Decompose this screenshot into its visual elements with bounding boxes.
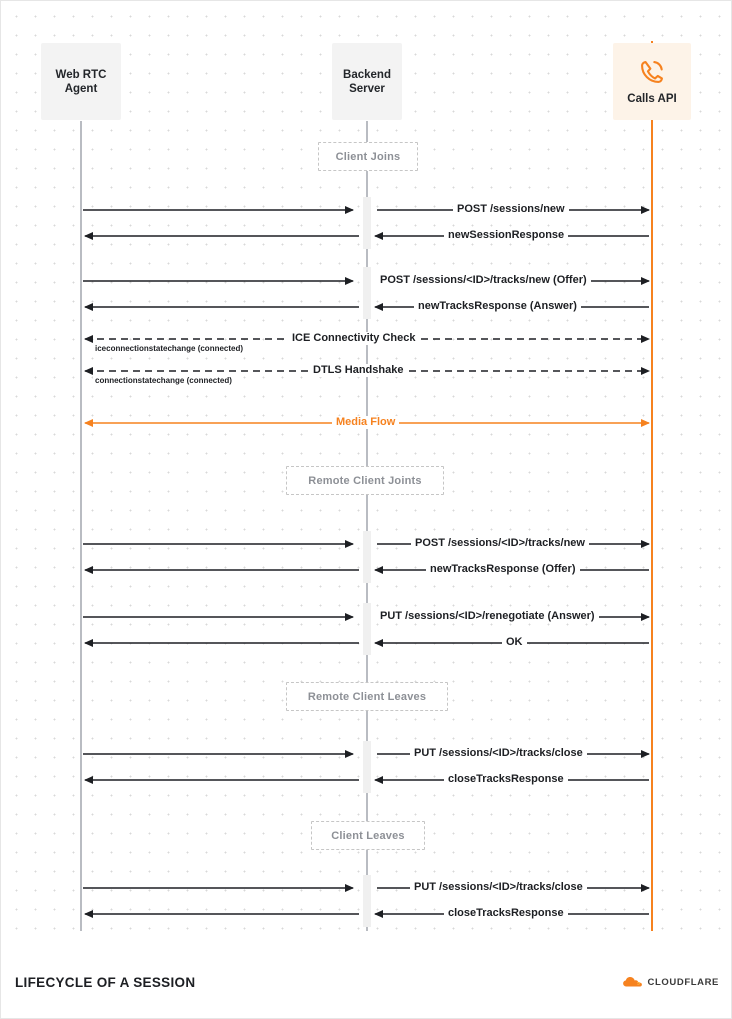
brand: [621, 976, 719, 989]
brand-text: CLOUDFLARE: [647, 977, 719, 988]
actor-label-line1: Calls API: [627, 92, 677, 105]
page-title: LIFECYCLE OF A SESSION: [15, 975, 196, 990]
message-label: POST /sessions/<ID>/tracks/new: [411, 537, 589, 550]
footer: [1, 946, 732, 1019]
message-label: PUT /sessions/<ID>/renegotiate (Answer): [376, 610, 599, 623]
actor-label-line1: Web RTC: [55, 68, 107, 81]
message-label: closeTracksResponse: [444, 907, 568, 920]
message-label: POST /sessions/new: [453, 203, 569, 216]
message-label: DTLS Handshake: [309, 364, 407, 377]
phase-label: Client Joins: [335, 150, 401, 163]
actor-label-line1: Backend: [343, 68, 391, 81]
message-label-media-flow: Media Flow: [332, 416, 399, 429]
message-label: PUT /sessions/<ID>/tracks/close: [410, 747, 587, 760]
message-label: ICE Connectivity Check: [288, 332, 419, 345]
message-label: closeTracksResponse: [444, 773, 568, 786]
arrow-layer: [1, 1, 732, 946]
cloudflare-logo-icon: [621, 976, 643, 989]
phase-label: Remote Client Joints: [308, 474, 422, 487]
actor-label-line2: Agent: [64, 82, 98, 95]
message-label: POST /sessions/<ID>/tracks/new (Offer): [376, 274, 591, 287]
message-sublabel: iceconnectionstatechange (connected): [95, 344, 244, 353]
phase-label: Client Leaves: [331, 829, 405, 842]
message-sublabel: connectionstatechange (connected): [95, 376, 232, 385]
phase-label: Remote Client Leaves: [307, 690, 427, 703]
actor-label-line2: Server: [349, 82, 385, 95]
message-label: newTracksResponse (Offer): [426, 563, 580, 576]
message-label: OK: [502, 636, 527, 649]
message-label: newSessionResponse: [444, 229, 568, 242]
message-label: newTracksResponse (Answer): [414, 300, 581, 313]
message-label: PUT /sessions/<ID>/tracks/close: [410, 881, 587, 894]
